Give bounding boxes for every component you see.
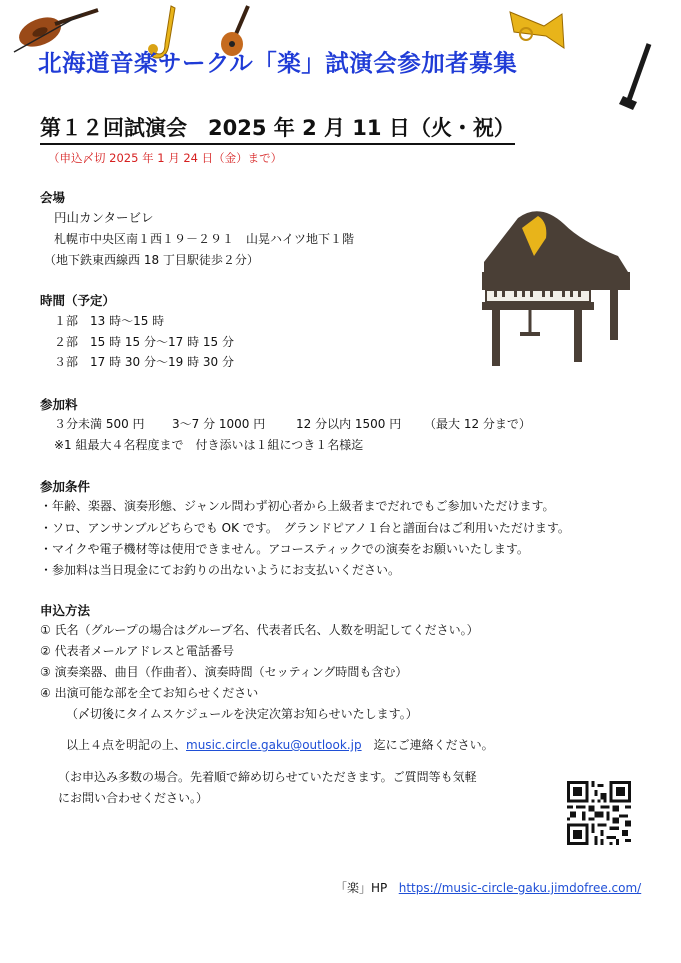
venue-heading: 会場 [40,190,66,205]
time-part-2: ２部 15 時 15 分～17 時 15 分 [54,335,234,349]
note-line-1: （お申込み多数の場合。先着順で締め切らせていただきます。ご質問等も気軽 [58,770,477,784]
application-item: ③ 演奏楽器、曲目（作曲者）、演奏時間（セッティング時間も含む） [40,665,408,679]
fee-item-long: 12 分以内 1500 円 [296,417,402,431]
application-heading: 申込方法 [40,603,91,618]
qr-code-icon[interactable] [567,781,631,845]
condition-item: ・年齢、楽器、演奏形態、ジャンル問わず初心者から上級者までだれでもご参加いただけます。 [40,499,555,513]
email-link[interactable]: music.circle.gaku@outlook.jp [186,738,362,752]
condition-item: ・マイクや電子機材等は使用できません。アコースティックでの演奏をお願いいたします。 [40,542,529,556]
application-item: ② 代表者メールアドレスと電話番号 [40,644,234,658]
event-title: 第１２回試演会 2025 年 2 月 11 日（火・祝） [40,112,515,145]
note-line-2: にお問い合わせください。） [58,791,209,805]
schedule-note: （〆切後にタイムスケジュールを決定次第お知らせいたします。） [66,707,418,721]
fee-note: ※1 組最大４名程度まで 付き添いは１組につき１名様迄 [54,438,364,452]
venue-access: （地下鉄東西線西 18 丁目駅徒歩２分） [44,253,259,267]
homepage-line [335,879,641,896]
grand-piano-icon [478,198,638,376]
hp-label: 「楽」HP [335,881,388,895]
contact-suffix: 迄にご連絡ください。 [361,738,494,752]
time-part-1: １部 13 時～15 時 [54,314,165,328]
fee-item-max: （最大 12 分まで） [424,417,531,431]
contact-line [66,736,494,753]
venue-address: 札幌市中央区南１西１９－２９１ 山晃ハイツ地下１階 [54,232,355,246]
conditions-heading: 参加条件 [40,479,91,494]
page-title: 北海道音楽サークル「楽」試演会参加者募集 [38,49,518,77]
venue-name: 円山カンタービレ [54,210,154,225]
condition-item: ・参加料は当日現金にてお釣りの出ないようにお支払いください。 [40,563,401,577]
contact-prefix: 以上４点を明記の上、 [66,738,187,752]
deadline-text: （申込〆切 2025 年 1 月 24 日（金）まで） [48,151,283,165]
time-heading: 時間（予定） [40,293,116,308]
time-part-3: ３部 17 時 30 分～19 時 30 分 [54,355,234,369]
homepage-link[interactable]: https://music-circle-gaku.jimdofree.com/ [398,881,642,895]
fee-item-short: ３分未満 500 円 [54,417,145,431]
fee-heading: 参加料 [40,397,78,412]
application-item: ④ 出演可能な部を全てお知らせください [40,686,259,700]
condition-item: ・ソロ、アンサンブルどちらでも OK です。 グランドピアノ１台と譜面台はご利用いただけます。 [40,521,570,535]
fee-row [54,415,531,432]
application-item: ① 氏名（グループの場合はグループ名、代表者氏名、人数を明記してください。） [40,623,479,637]
fee-item-mid: 3～7 分 1000 円 [172,417,266,431]
